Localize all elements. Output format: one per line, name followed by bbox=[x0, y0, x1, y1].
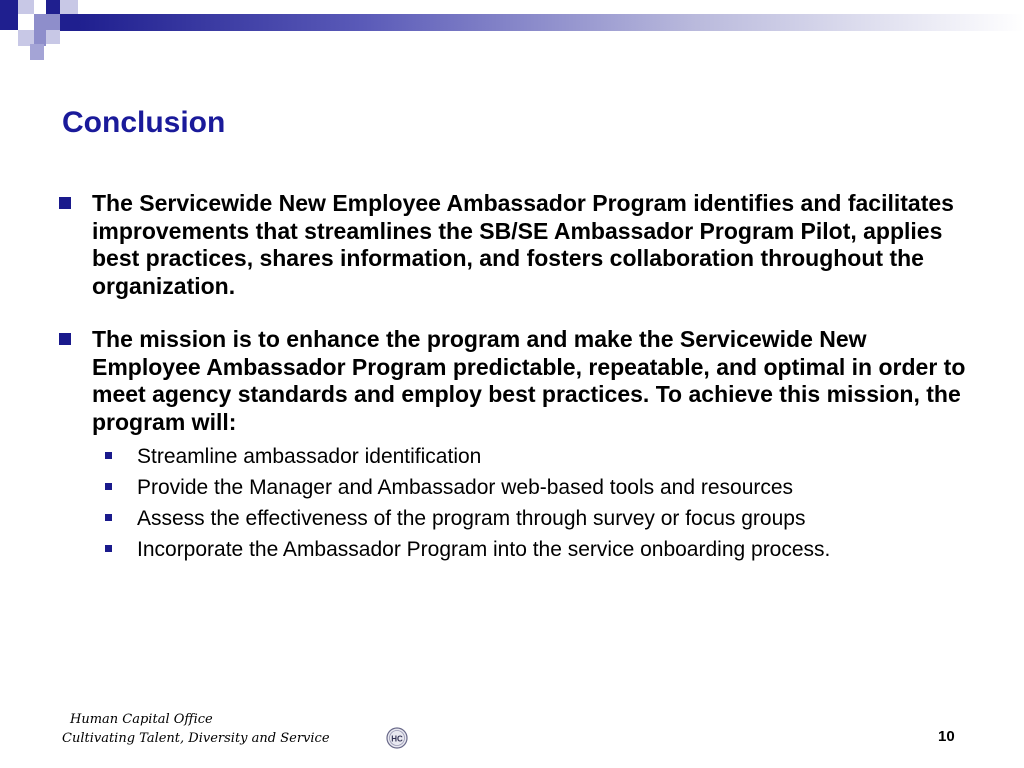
slide-content bbox=[56, 190, 976, 588]
sub-bullet-square-icon bbox=[105, 452, 112, 459]
sub-bullet-item bbox=[102, 444, 976, 469]
sub-bullet-square-icon bbox=[105, 545, 112, 552]
hc-logo-icon bbox=[386, 727, 408, 749]
sub-bullet-text: Incorporate the Ambassador Program into the service onboarding process. bbox=[137, 538, 831, 561]
header-square-dark bbox=[0, 0, 18, 30]
header-square-mid bbox=[30, 44, 44, 60]
sub-bullet-text: Provide the Manager and Ambassador web-based tools and resources bbox=[137, 476, 794, 499]
bullet-item bbox=[56, 326, 976, 562]
page-number: 10 bbox=[938, 728, 955, 745]
header-square-light bbox=[60, 0, 78, 14]
header-square-mid bbox=[34, 0, 46, 14]
sub-bullet-text: Streamline ambassador identification bbox=[137, 445, 482, 468]
header-decoration bbox=[0, 0, 1024, 38]
sub-bullet-list bbox=[102, 444, 976, 562]
sub-bullet-square-icon bbox=[105, 483, 112, 490]
sub-bullet-item bbox=[102, 537, 976, 562]
slide-title: Conclusion bbox=[62, 106, 226, 139]
bullet-text: The mission is to enhance the program and make the Servicewide New Employee Ambassador Program predictable, repeatable, and optimal in order to meet agency standards and employ best practices. To achieve this mission, the program will: bbox=[92, 326, 966, 435]
header-square-dark bbox=[46, 0, 60, 14]
sub-bullet-item bbox=[102, 506, 976, 531]
header-square-light bbox=[18, 0, 34, 14]
logo-text: HC bbox=[391, 734, 403, 744]
header-gradient-band bbox=[78, 14, 1024, 31]
footer-tagline: Cultivating Talent, Diversity and Service bbox=[62, 731, 330, 746]
bullet-square-icon bbox=[59, 333, 71, 345]
header-square-light bbox=[46, 30, 60, 44]
bullet-square-icon bbox=[59, 197, 71, 209]
bullet-text: The Servicewide New Employee Ambassador Program identifies and facilitates improvements that streamlines the SB/SE Ambassador Program Pilot, applies best practices, shares information, and fosters collaboration throughout the organization. bbox=[92, 190, 954, 299]
sub-bullet-item bbox=[102, 475, 976, 500]
sub-bullet-text: Assess the effectiveness of the program through survey or focus groups bbox=[137, 507, 806, 530]
footer-org-name: Human Capital Office bbox=[70, 712, 213, 727]
bullet-item bbox=[56, 190, 976, 300]
header-square-mid bbox=[34, 14, 60, 30]
header-square-light bbox=[18, 14, 34, 30]
sub-bullet-square-icon bbox=[105, 514, 112, 521]
header-square-dark bbox=[60, 14, 78, 31]
